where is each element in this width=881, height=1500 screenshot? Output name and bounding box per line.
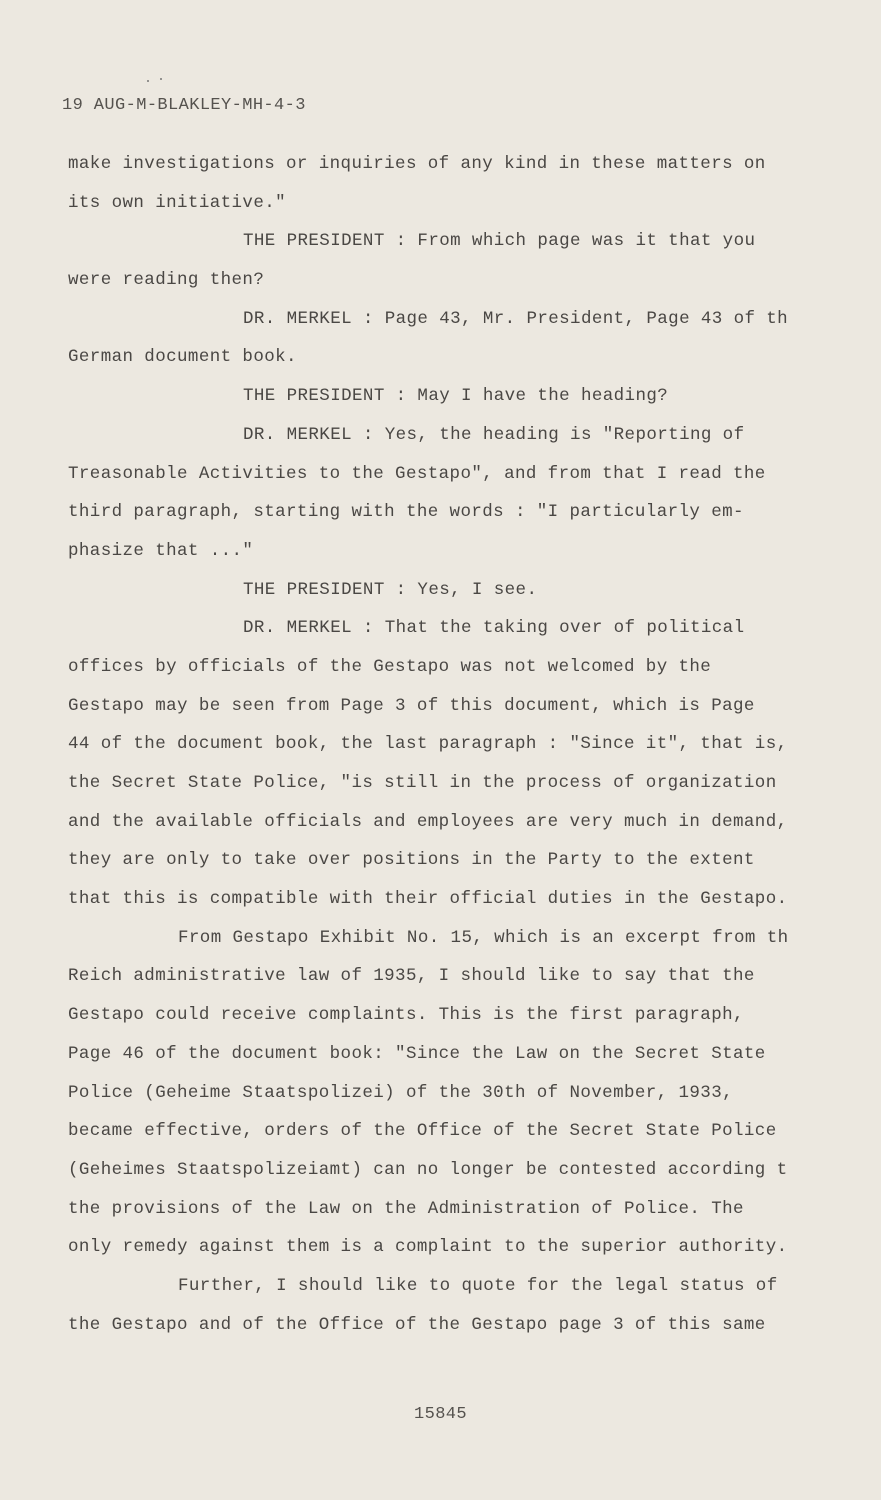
text-line: third paragraph, starting with the words : "I particularly em-: [68, 502, 744, 523]
text-line: that this is compatible with their official duties in the Gestapo.: [68, 889, 788, 910]
text-line: Treasonable Activities to the Gestapo", and from that I read the: [68, 463, 766, 484]
text-line: THE PRESIDENT : From which page was it that you: [243, 231, 756, 252]
text-line: German document book.: [68, 347, 297, 368]
text-line: became effective, orders of the Office of the Secret State Police: [68, 1121, 777, 1142]
text-line: the Secret State Police, "is still in the process of organization: [68, 773, 777, 793]
document-body: [68, 145, 868, 1344]
text-line: make investigations or inquiries of any kind in these matters on: [68, 154, 766, 174]
text-line: Gestapo may be seen from Page 3 of this document, which is Page: [68, 695, 755, 716]
text-line: and the available officials and employees are very much in demand,: [68, 811, 788, 832]
document-header: 19 AUG-M-BLAKLEY-MH-4-3: [62, 96, 306, 115]
text-line: Further, I should like to quote for the legal status of: [178, 1275, 778, 1296]
text-line: they are only to take over positions in the Party to the extent: [68, 850, 755, 871]
text-line: From Gestapo Exhibit No. 15, which is an excerpt from th: [178, 927, 789, 948]
text-line: the Gestapo and of the Office of the Gestapo page 3 of this same: [68, 1314, 766, 1335]
text-line: DR. MERKEL : That the taking over of political: [243, 618, 745, 639]
text-line: Gestapo could receive complaints. This is the first paragraph,: [68, 1005, 744, 1026]
text-line: (Geheimes Staatspolizeiamt) can no longer be contested according t: [68, 1159, 788, 1180]
ink-speck: [147, 80, 149, 82]
ink-speck: [160, 78, 162, 80]
text-line: the provisions of the Law on the Administration of Police. The: [68, 1198, 744, 1219]
text-line: only remedy against them is a complaint to the superior authority.: [68, 1237, 788, 1258]
text-line: offices by officials of the Gestapo was not welcomed by the: [68, 656, 712, 677]
text-line: its own initiative.": [68, 192, 287, 213]
text-line: Police (Geheime Staatspolizei) of the 30th of November, 1933,: [68, 1082, 734, 1103]
text-line: Reich administrative law of 1935, I should like to say that the: [68, 966, 755, 987]
text-line: THE PRESIDENT : May I have the heading?: [243, 386, 669, 407]
text-line: Page 46 of the document book: "Since the Law on the Secret State: [68, 1043, 766, 1064]
text-line: phasize that ...": [68, 540, 254, 561]
text-line: THE PRESIDENT : Yes, I see.: [243, 579, 538, 600]
page-number: 15845: [413, 1405, 467, 1424]
text-line: 44 of the document book, the last paragraph : "Since it", that is,: [68, 734, 788, 755]
text-line: DR. MERKEL : Yes, the heading is "Reporting of: [243, 424, 745, 445]
text-line: were reading then?: [68, 270, 265, 291]
text-line: DR. MERKEL : Page 43, Mr. President, Page 43 of th: [243, 308, 789, 329]
